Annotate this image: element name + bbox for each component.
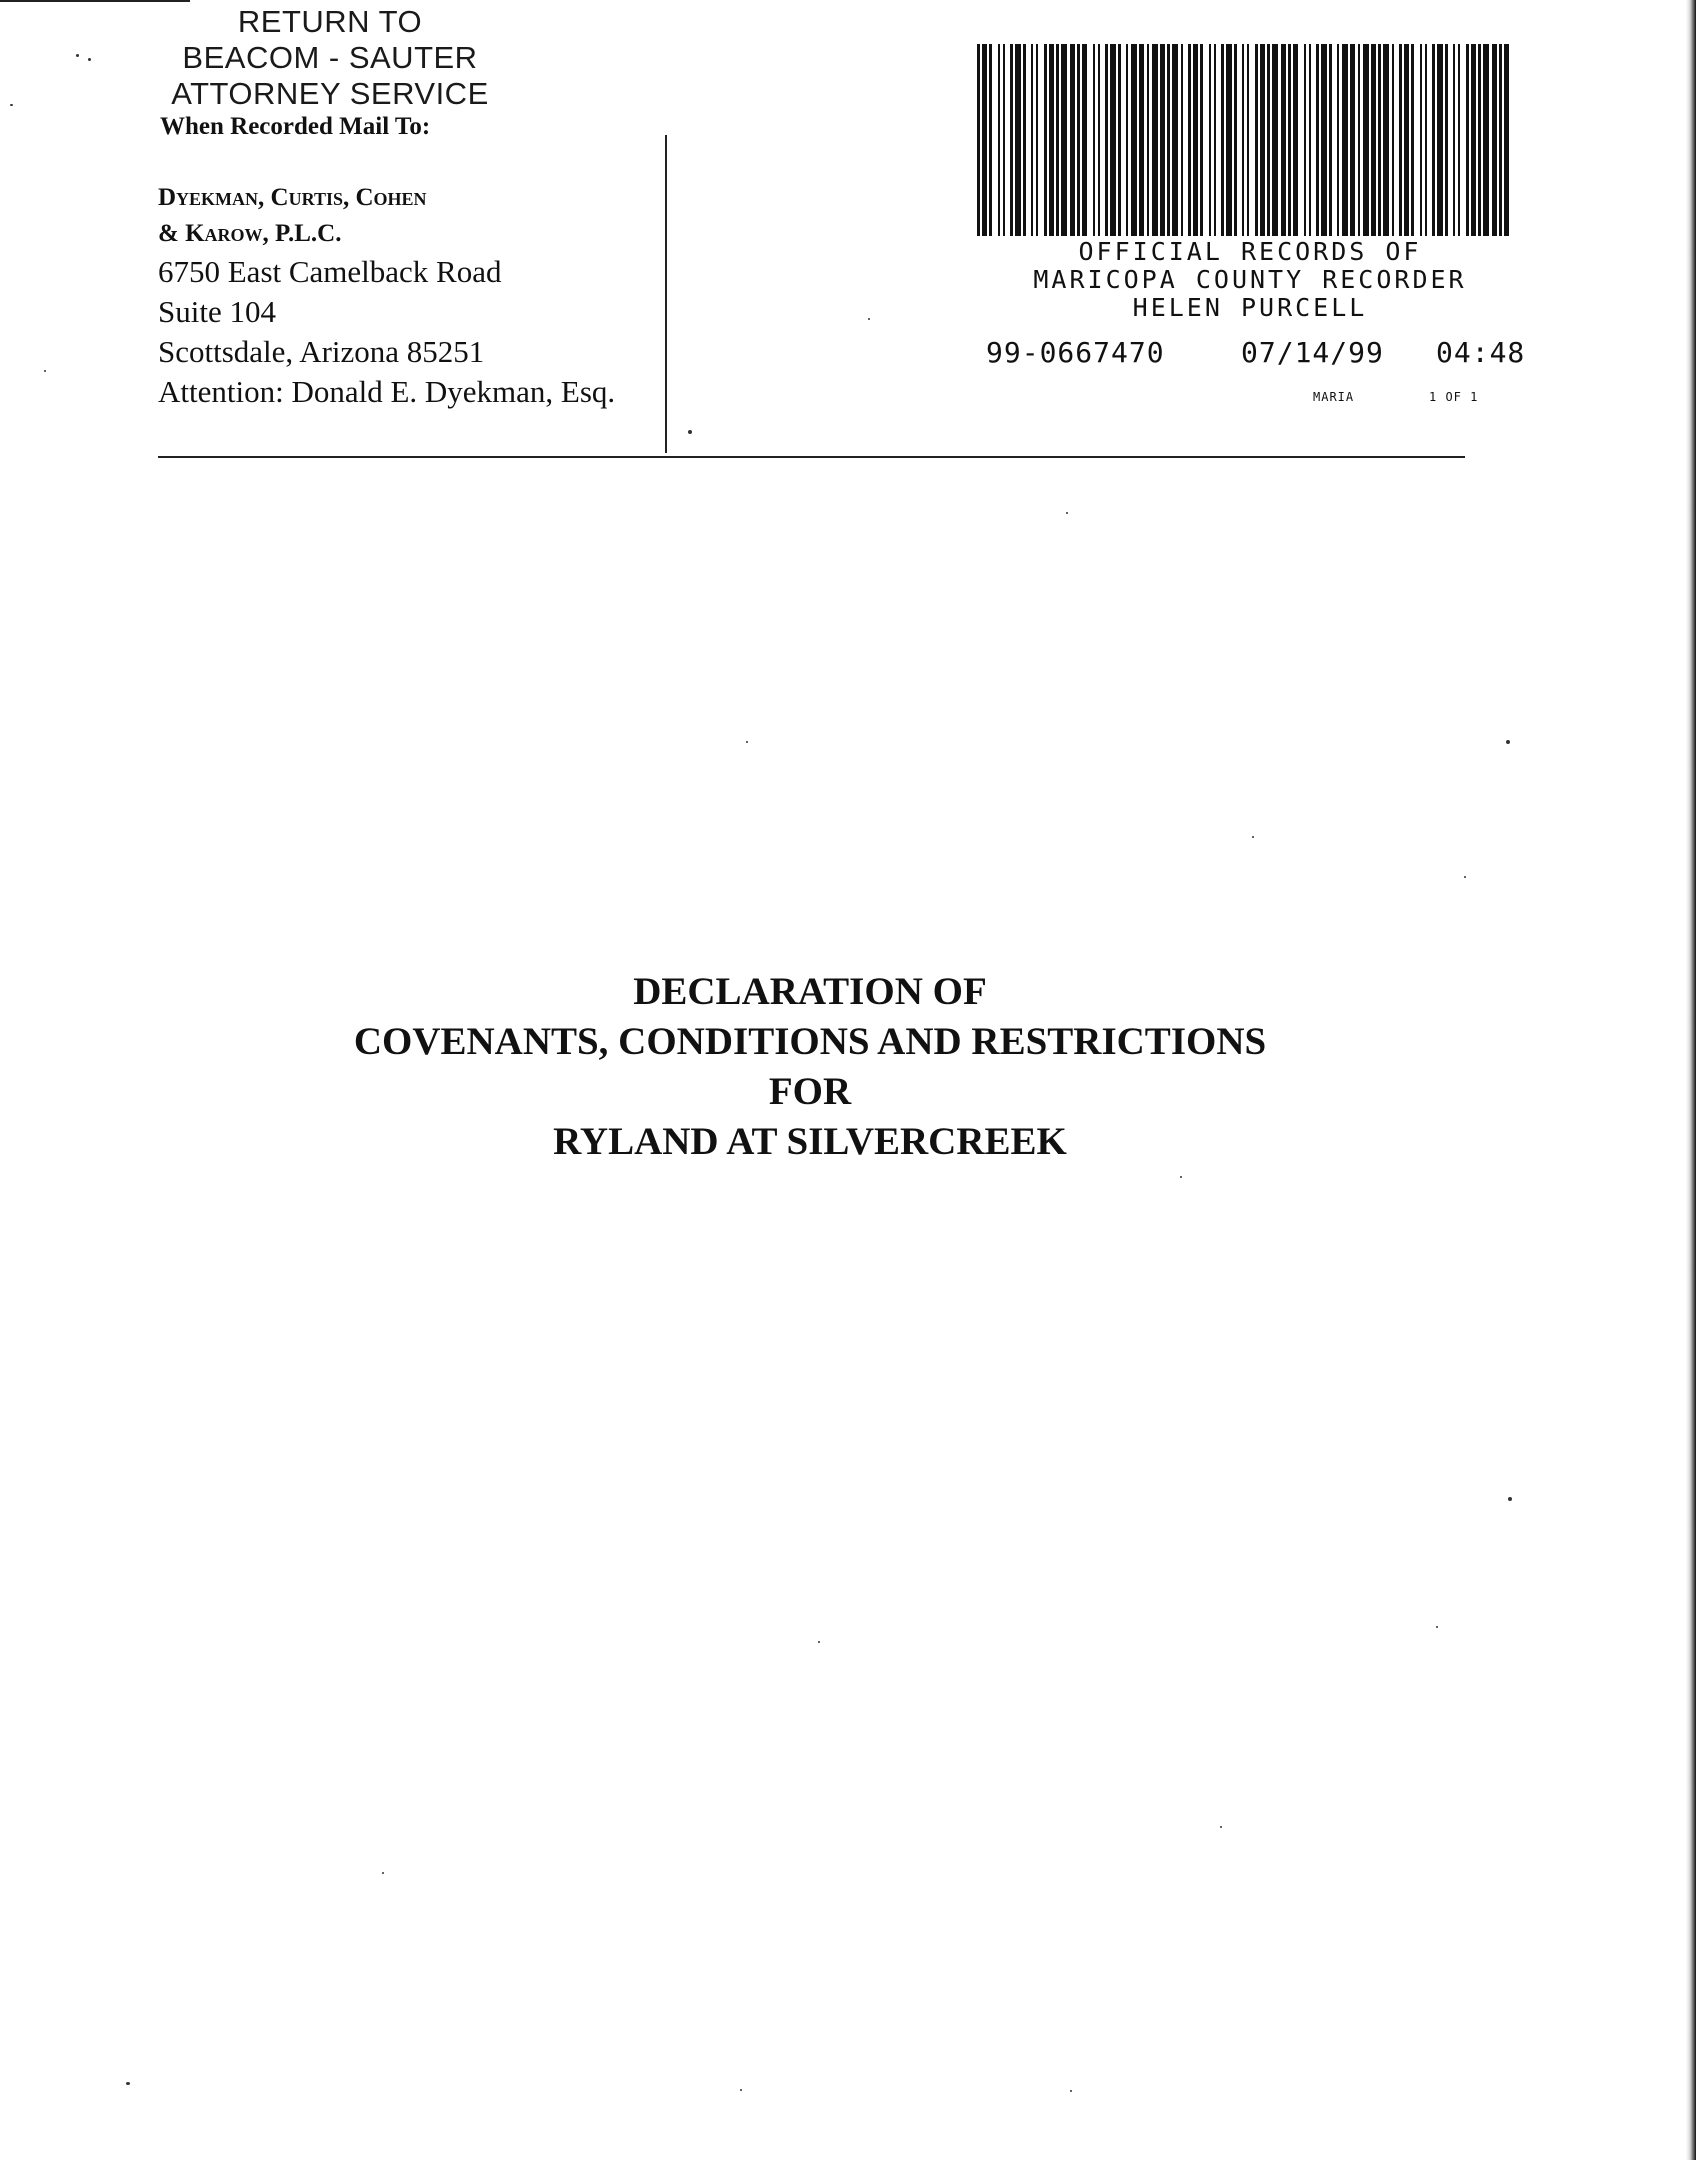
- stamp-line: ATTORNEY SERVICE: [171, 76, 489, 111]
- barcode-bar: [1221, 44, 1224, 236]
- barcode-bar: [1118, 44, 1121, 236]
- barcode-bar: [1077, 44, 1080, 236]
- scan-speck: [868, 318, 870, 320]
- barcode-bar: [1003, 44, 1005, 236]
- address-city: Scottsdale, Arizona 85251: [158, 334, 485, 369]
- barcode-bar: [1010, 44, 1013, 236]
- barcode-bar: [1234, 44, 1237, 236]
- barcode-bar: [1036, 44, 1038, 236]
- barcode-bar: [1061, 44, 1067, 236]
- barcode-bar: [1098, 44, 1100, 236]
- barcode-bar: [1304, 44, 1306, 236]
- barcode-bar: [1471, 44, 1476, 236]
- firm-name-line: Dyekman, Curtis, Cohen: [158, 184, 427, 211]
- barcode-bar: [1152, 44, 1158, 236]
- scan-speck: [126, 2082, 130, 2085]
- record-date: 07/14/99: [1241, 336, 1384, 369]
- barcode-bar: [1242, 44, 1244, 236]
- barcode-bar: [1209, 44, 1211, 236]
- barcode-bar: [1437, 44, 1443, 236]
- recorder-line: MARICOPA COUNTY RECORDER: [1033, 265, 1467, 294]
- barcode-bar: [1193, 44, 1198, 236]
- scan-speck: [1464, 876, 1466, 878]
- barcode-bar: [1044, 44, 1047, 236]
- barcode-bar: [1329, 44, 1332, 236]
- barcode-bar: [1093, 44, 1095, 236]
- barcode-bar: [1492, 44, 1497, 236]
- record-time: 04:48: [1436, 336, 1526, 369]
- barcode-bar: [1350, 44, 1355, 236]
- barcode-bar: [1181, 44, 1183, 236]
- scan-speck: [1070, 2090, 1072, 2092]
- scan-speck: [1180, 1176, 1182, 1178]
- scan-speck: [10, 104, 13, 106]
- scan-speck: [44, 370, 46, 372]
- barcode-bar: [1070, 44, 1075, 236]
- mail-to-heading: When Recorded Mail To:: [160, 113, 431, 140]
- barcode-bar: [1483, 44, 1489, 236]
- recorder-line: OFFICIAL RECORDS OF: [1078, 237, 1422, 266]
- scan-speck: [88, 58, 91, 61]
- barcode-bar: [1420, 44, 1422, 236]
- scan-speck: [740, 2089, 742, 2091]
- record-clerk: MARIA: [1313, 390, 1355, 404]
- barcode-bar: [1371, 44, 1376, 236]
- vertical-divider: [665, 135, 667, 453]
- barcode-bar: [1378, 44, 1381, 236]
- barcode-bar: [1172, 44, 1178, 236]
- barcode-bar: [1110, 44, 1116, 236]
- barcode-bar: [1167, 44, 1170, 236]
- address-attention: Attention: Donald E. Dyekman, Esq.: [158, 374, 616, 409]
- firm-name-line: & Karow, P.L.C.: [158, 220, 342, 247]
- barcode-bar: [1478, 44, 1481, 236]
- title-line: RYLAND AT SILVERCREEK: [553, 1120, 1067, 1163]
- barcode-bar: [1309, 44, 1311, 236]
- barcode-bar: [1200, 44, 1203, 236]
- barcode-bar: [1363, 44, 1369, 236]
- barcode-icon: [977, 44, 1512, 236]
- barcode-bar: [1267, 44, 1270, 236]
- barcode-bar: [1160, 44, 1165, 236]
- barcode-bar: [1399, 44, 1402, 236]
- barcode-bar: [1404, 44, 1409, 236]
- scan-artifact-line: [0, 0, 190, 2]
- barcode-bar: [1015, 44, 1021, 236]
- scan-speck: [76, 54, 79, 57]
- barcode-bar: [1031, 44, 1033, 236]
- barcode-bar: [989, 44, 992, 236]
- record-number: 99-0667470: [986, 336, 1165, 369]
- record-stamp-line: [986, 336, 1536, 369]
- scan-edge-shadow: [1686, 0, 1696, 2160]
- scan-speck: [382, 1872, 384, 1874]
- barcode-bar: [1411, 44, 1414, 236]
- barcode-bar: [1056, 44, 1059, 236]
- barcode-bar: [1126, 44, 1128, 236]
- barcode-bar: [1049, 44, 1054, 236]
- barcode-bar: [1383, 44, 1389, 236]
- stamp-line: BEACOM - SAUTER: [182, 40, 478, 75]
- document-title: [0, 967, 1620, 1167]
- barcode-bar: [1188, 44, 1191, 236]
- recorder-line: HELEN PURCELL: [1132, 293, 1368, 322]
- title-line: DECLARATION OF: [633, 970, 987, 1013]
- barcode-bar: [982, 44, 987, 236]
- address-suite: Suite 104: [158, 294, 276, 329]
- address-street: 6750 East Camelback Road: [158, 254, 502, 289]
- barcode-bar: [1445, 44, 1448, 236]
- barcode-bar: [1337, 44, 1339, 236]
- barcode-bar: [1321, 44, 1327, 236]
- scan-speck: [818, 1641, 820, 1643]
- barcode-bar: [1432, 44, 1435, 236]
- barcode-bar: [1504, 44, 1509, 236]
- record-clerk-line: [1313, 390, 1478, 404]
- barcode-bar: [1453, 44, 1455, 236]
- scan-speck: [746, 741, 748, 743]
- return-to-stamp: [150, 4, 510, 112]
- barcode-bar: [1260, 44, 1265, 236]
- barcode-bar: [1214, 44, 1216, 236]
- barcode-bar: [1425, 44, 1427, 236]
- barcode-bar: [1281, 44, 1286, 236]
- barcode-bar: [1247, 44, 1249, 236]
- barcode-bar: [1139, 44, 1144, 236]
- barcode-bar: [1342, 44, 1348, 236]
- scan-speck: [1436, 1626, 1438, 1628]
- barcode-bar: [1466, 44, 1469, 236]
- barcode-bar: [1288, 44, 1291, 236]
- barcode-bar: [977, 44, 980, 236]
- barcode-bar: [1316, 44, 1319, 236]
- barcode-bar: [1082, 44, 1087, 236]
- barcode-bar: [1458, 44, 1460, 236]
- scan-speck: [1506, 740, 1510, 744]
- stamp-line: RETURN TO: [237, 4, 423, 39]
- title-line: COVENANTS, CONDITIONS AND RESTRICTIONS: [353, 1020, 1267, 1063]
- record-page-count: 1 OF 1: [1429, 390, 1479, 404]
- barcode-bar: [998, 44, 1000, 236]
- barcode-bar: [1392, 44, 1394, 236]
- mailing-address: [158, 252, 615, 412]
- barcode-bar: [1131, 44, 1137, 236]
- barcode-bar: [1293, 44, 1298, 236]
- barcode-bar: [1226, 44, 1232, 236]
- scan-speck: [688, 430, 692, 434]
- barcode-bar: [1255, 44, 1258, 236]
- scan-speck: [1220, 1826, 1222, 1828]
- barcode-bar: [1499, 44, 1502, 236]
- barcode-bar: [1358, 44, 1360, 236]
- barcode-bar: [1105, 44, 1108, 236]
- scan-speck: [1508, 1497, 1512, 1501]
- barcode-bar: [1272, 44, 1278, 236]
- horizontal-divider: [158, 456, 1465, 458]
- firm-name: [158, 180, 427, 252]
- barcode-bar: [1147, 44, 1149, 236]
- scan-speck: [1252, 836, 1254, 838]
- barcode-bar: [1023, 44, 1026, 236]
- scan-speck: [1066, 512, 1068, 514]
- title-line: FOR: [768, 1070, 852, 1113]
- recorder-block: [990, 238, 1510, 322]
